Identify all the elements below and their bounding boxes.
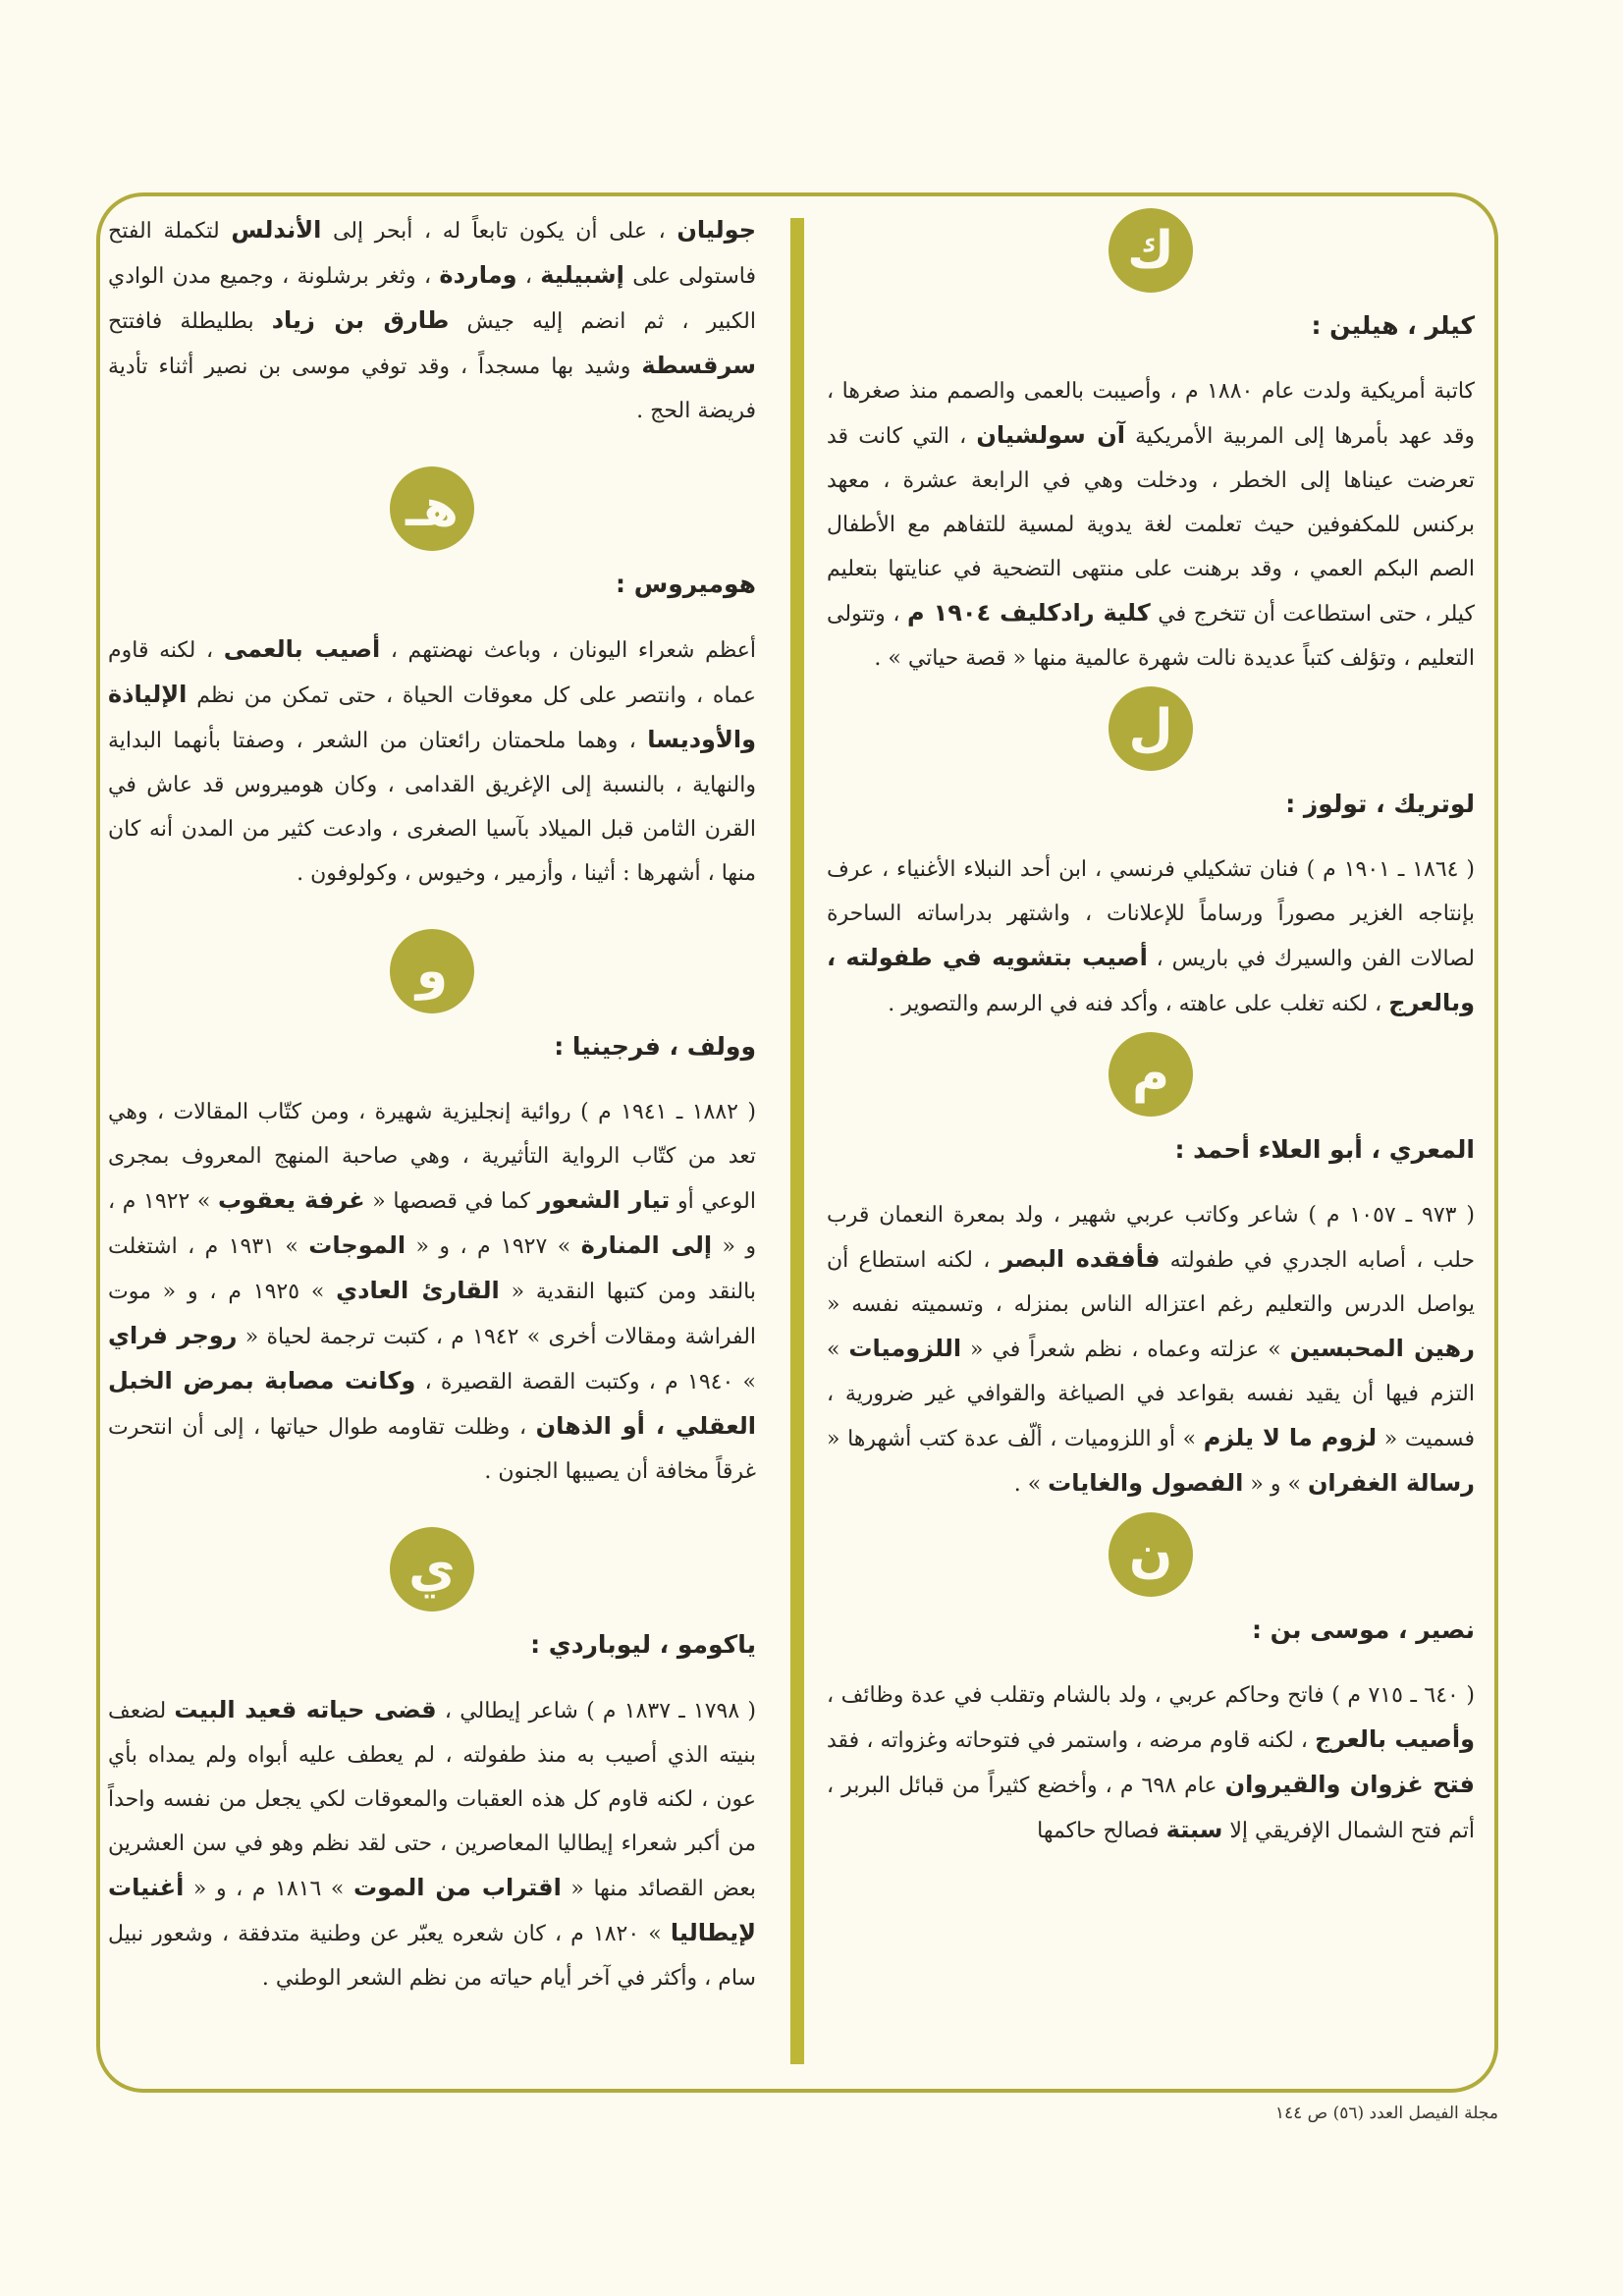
highlighted-phrase: قضى حياته قعيد البيت xyxy=(174,1696,437,1723)
letter-badge-wrap xyxy=(108,1527,756,1612)
highlighted-phrase: وماردة xyxy=(439,261,517,289)
entry-text: ( ١٨٦٤ ـ ١٩٠١ م ) فنان تشكيلي فرنسي ، ابن أحد النبلاء الأغنياء ، عرف بإنتاجه الغزير مصوراً ورساماً للإعلانات ، واشتهر بدراساته الساحرة لصالات الفن والسيرك في باريس ، أصيب بتشويه في طفولته ، وبالعرج ، لكنه تغلب على عاهته ، وأكد فنه في الرسم والتصوير . xyxy=(827,857,1475,1016)
highlighted-phrase: الفصول والغايات xyxy=(1048,1469,1244,1497)
letter-badge: ي xyxy=(390,1527,474,1612)
highlighted-phrase: سبتة xyxy=(1165,1816,1223,1843)
letter-badge: و xyxy=(390,929,474,1013)
highlighted-phrase: الإلياذة والأوديسا xyxy=(108,681,756,753)
encyclopedia-entry xyxy=(827,208,1475,681)
letter-badge: ن xyxy=(1109,1512,1193,1597)
entry-title: وولف ، فرجينيا : xyxy=(554,1032,756,1061)
letter-badge: ل xyxy=(1109,686,1193,771)
entry-text: أعظم شعراء اليونان ، وباعث نهضتهم ، أصيب بالعمى ، لكنه قاوم عماه ، وانتصر على كل معوقات الحياة ، حتى تمكن من نظم الإلياذة والأوديسا ، وهما ملحمتان رائعتان من الشعر ، وصفتا بأنهما البداية والنهاية ، بالنسبة إلى الإغريق القدامى ، وكان هوميروس قد عاش في القرن الثامن قبل الميلاد بآسيا الصغرى ، وادعت كثير من المدن أنه كان منها ، أشهرها : أثينا ، وأزمير ، وخيوس ، وكولوفون . xyxy=(108,635,756,886)
right-column xyxy=(827,206,1475,1859)
entry-text: ( ١٧٩٨ ـ ١٨٣٧ م ) شاعر إيطالي ، قضى حياته قعيد البيت لضعف بنيته الذي أصيب به منذ طفولته ، لم يعطف عليه أبواه ولم يمداه بأي عون ، لكنه قاوم كل هذه العقبات والمعوقات لكي يجعل من نفسه واحداً من أكبر شعراء إيطاليا المعاصرين ، حتى لقد نظم وهو في سن العشرين بعض القصائد منها « اقتراب من الموت » ١٨١٦ م ، و « أغنيات لإيطاليا » ١٨٢٠ م ، كان شعره يعبّر عن وطنية متدفقة ، وشعور نبيل سام ، وأكثر في آخر أيام حياته من نظم الشعر الوطني . xyxy=(108,1696,756,1991)
letter-badge-wrap xyxy=(108,929,756,1013)
letter-badge-wrap xyxy=(108,466,756,551)
highlighted-phrase: آن سولشيان xyxy=(976,421,1125,449)
letter-badge: ك xyxy=(1109,208,1193,293)
encyclopedia-entry xyxy=(827,1512,1475,1853)
highlighted-phrase: القارئ العادي xyxy=(336,1277,500,1304)
entry-text: جوليان ، على أن يكون تابعاً له ، أبحر إلى الأندلس لتكملة الفتح فاستولى على إشبيلية ، وماردة ، وثغر برشلونة ، وجميع مدن الوادي الكبير ، ثم انضم إليه جيش طارق بن زياد بطليطلة فافتتح سرقسطة وشيد بها مسجداً ، وقد توفي موسى بن نصير أثناء تأدية فريضة الحج . xyxy=(108,216,757,423)
highlighted-phrase: وكانت مصابة بمرض الخبل العقلي ، أو الذهان xyxy=(108,1367,756,1440)
highlighted-phrase: أغنيات لإيطاليا xyxy=(108,1874,756,1946)
entry-title: هوميروس : xyxy=(616,570,756,598)
encyclopedia-entry xyxy=(827,1032,1475,1506)
encyclopedia-entry xyxy=(108,208,756,433)
highlighted-phrase: الموجات xyxy=(308,1231,406,1259)
entry-title: كيلر ، هيلين : xyxy=(1311,311,1475,340)
letter-badge: م xyxy=(1109,1032,1193,1117)
highlighted-phrase: فأفقده البصر xyxy=(1000,1245,1161,1273)
highlighted-phrase: وأصيب بالعرج xyxy=(1315,1725,1475,1753)
entry-text: ( ١٨٨٢ ـ ١٩٤١ م ) روائية إنجليزية شهيرة ، ومن كتّاب المقالات ، وهي تعد من كتّاب الرواية التأثيرية ، وهي صاحبة المنهج المعروف بمجرى الوعي أو تيار الشعور كما في قصصها « غرفة يعقوب » ١٩٢٢ م ، و « إلى المنارة » ١٩٢٧ م ، و « الموجات » ١٩٣١ م ، اشتغلت بالنقد ومن كتبها النقدية « القارئ العادي » ١٩٢٥ م ، و « موت الفراشة ومقالات أخرى » ١٩٤٢ م ، كتبت ترجمة لحياة « روجر فراي » ١٩٤٠ م ، وكتبت القصة القصيرة ، وكانت مصابة بمرض الخبل العقلي ، أو الذهان ، وظلت تقاومه طوال حياتها ، إلى أن انتحرت غرقاً مخافة أن يصيبها الجنون . xyxy=(108,1100,757,1484)
highlighted-phrase: طارق بن زياد xyxy=(271,306,450,334)
letter-badge-wrap xyxy=(827,686,1475,771)
left-column xyxy=(108,208,756,2006)
encyclopedia-entry xyxy=(827,686,1475,1026)
letter-badge-wrap xyxy=(827,1032,1475,1117)
highlighted-phrase: جوليان xyxy=(676,216,757,244)
highlighted-phrase: إشبيلية xyxy=(540,261,624,289)
entry-text: ( ٩٧٣ ـ ١٠٥٧ م ) شاعر وكاتب عربي شهير ، ولد بمعرة النعمان قرب حلب ، أصابه الجدري في طفولته فأفقده البصر ، لكنه استطاع أن يواصل الدرس والتعليم رغم اعتزاله الناس بمنزله ، وتسميته نفسه « رهين المحبسين » عزلته وعماه ، نظم شعراً في « اللزوميات » التزم فيها أن يقيد نفسه بقواعد في الصياغة والقوافي غير ضرورية ، فسميت « لزوم ما لا يلزم » أو اللزوميات ، ألّف عدة كتب أشهرها « رسالة الغفران » و « الفصول والغايات » . xyxy=(827,1203,1475,1497)
letter-badge: هـ xyxy=(390,466,474,551)
highlighted-phrase: تيار الشعور xyxy=(537,1186,671,1214)
highlighted-phrase: اللزوميات xyxy=(848,1335,962,1362)
entry-text: ( ٦٤٠ ـ ٧١٥ م ) فاتح وحاكم عربي ، ولد بالشام وتقلب في عدة وظائف ، وأصيب بالعرج ، لكنه قاوم مرضه ، واستمر في فتوحاته وغزواته ، فقد فتح غزوان والقيروان عام ٦٩٨ م ، وأخضع كثيراً من قبائل البربر ، أتم فتح الشمال الإفريقي إلا سبتة فصالح حاكمها xyxy=(827,1683,1476,1843)
highlighted-phrase: فتح غزوان والقيروان xyxy=(1224,1771,1476,1798)
highlighted-phrase: غرفة يعقوب xyxy=(218,1186,365,1214)
highlighted-phrase: رهين المحبسين xyxy=(1289,1335,1475,1362)
letter-badge-wrap xyxy=(827,208,1475,293)
highlighted-phrase: روجر فراي xyxy=(108,1322,238,1349)
highlighted-phrase: أصيب بتشويه في طفولته ، وبالعرج xyxy=(827,944,1475,1016)
highlighted-phrase: لزوم ما لا يلزم xyxy=(1203,1424,1378,1451)
highlighted-phrase: اقتراب من الموت xyxy=(352,1874,562,1901)
entry-title: لوتريك ، تولوز : xyxy=(1285,790,1475,818)
entry-title: المعري ، أبو العلاء أحمد : xyxy=(1174,1135,1475,1164)
highlighted-phrase: رسالة الغفران xyxy=(1307,1469,1475,1497)
highlighted-phrase: كلية رادكليف ١٩٠٤ م xyxy=(907,599,1151,627)
highlighted-phrase: أصيب بالعمى xyxy=(223,635,381,663)
encyclopedia-entry xyxy=(108,929,756,1494)
entry-text: كاتبة أمريكية ولدت عام ١٨٨٠ م ، وأصيبت بالعمى والصمم منذ صغرها ، وقد عهد بأمرها إلى المربية الأمريكية آن سولشيان ، التي كانت قد تعرضت عيناها إلى الخطر ، ودخلت وهي في الرابعة عشرة ، معهد بركنس للمكفوفين حيث تعلمت لغة يدوية لمسية للتفاهم مع الأطفال الصم البكم العمي ، وقد برهنت على منتهى التضحية في عنايتها بتعليم كيلر ، حتى استطاعت أن تتخرج في كلية رادكليف ١٩٠٤ م ، وتتولى التعليم ، وتؤلف كتباً عديدة نالت شهرة عالمية منها « قصة حياتي » . xyxy=(827,379,1475,671)
entry-title: ياكومو ، ليوباردي : xyxy=(530,1630,756,1659)
highlighted-phrase: إلى المنارة xyxy=(580,1231,713,1259)
entry-title: نصير ، موسى بن : xyxy=(1251,1615,1475,1644)
column-divider xyxy=(790,218,804,2064)
encyclopedia-entry xyxy=(108,466,756,896)
encyclopedia-entry xyxy=(108,1527,756,2000)
highlighted-phrase: سرقسطة xyxy=(641,352,756,379)
letter-badge-wrap xyxy=(827,1512,1475,1597)
page-footer: مجلة الفيصل العدد (٥٦) ص ١٤٤ xyxy=(1274,2104,1498,2123)
highlighted-phrase: الأندلس xyxy=(231,216,322,244)
